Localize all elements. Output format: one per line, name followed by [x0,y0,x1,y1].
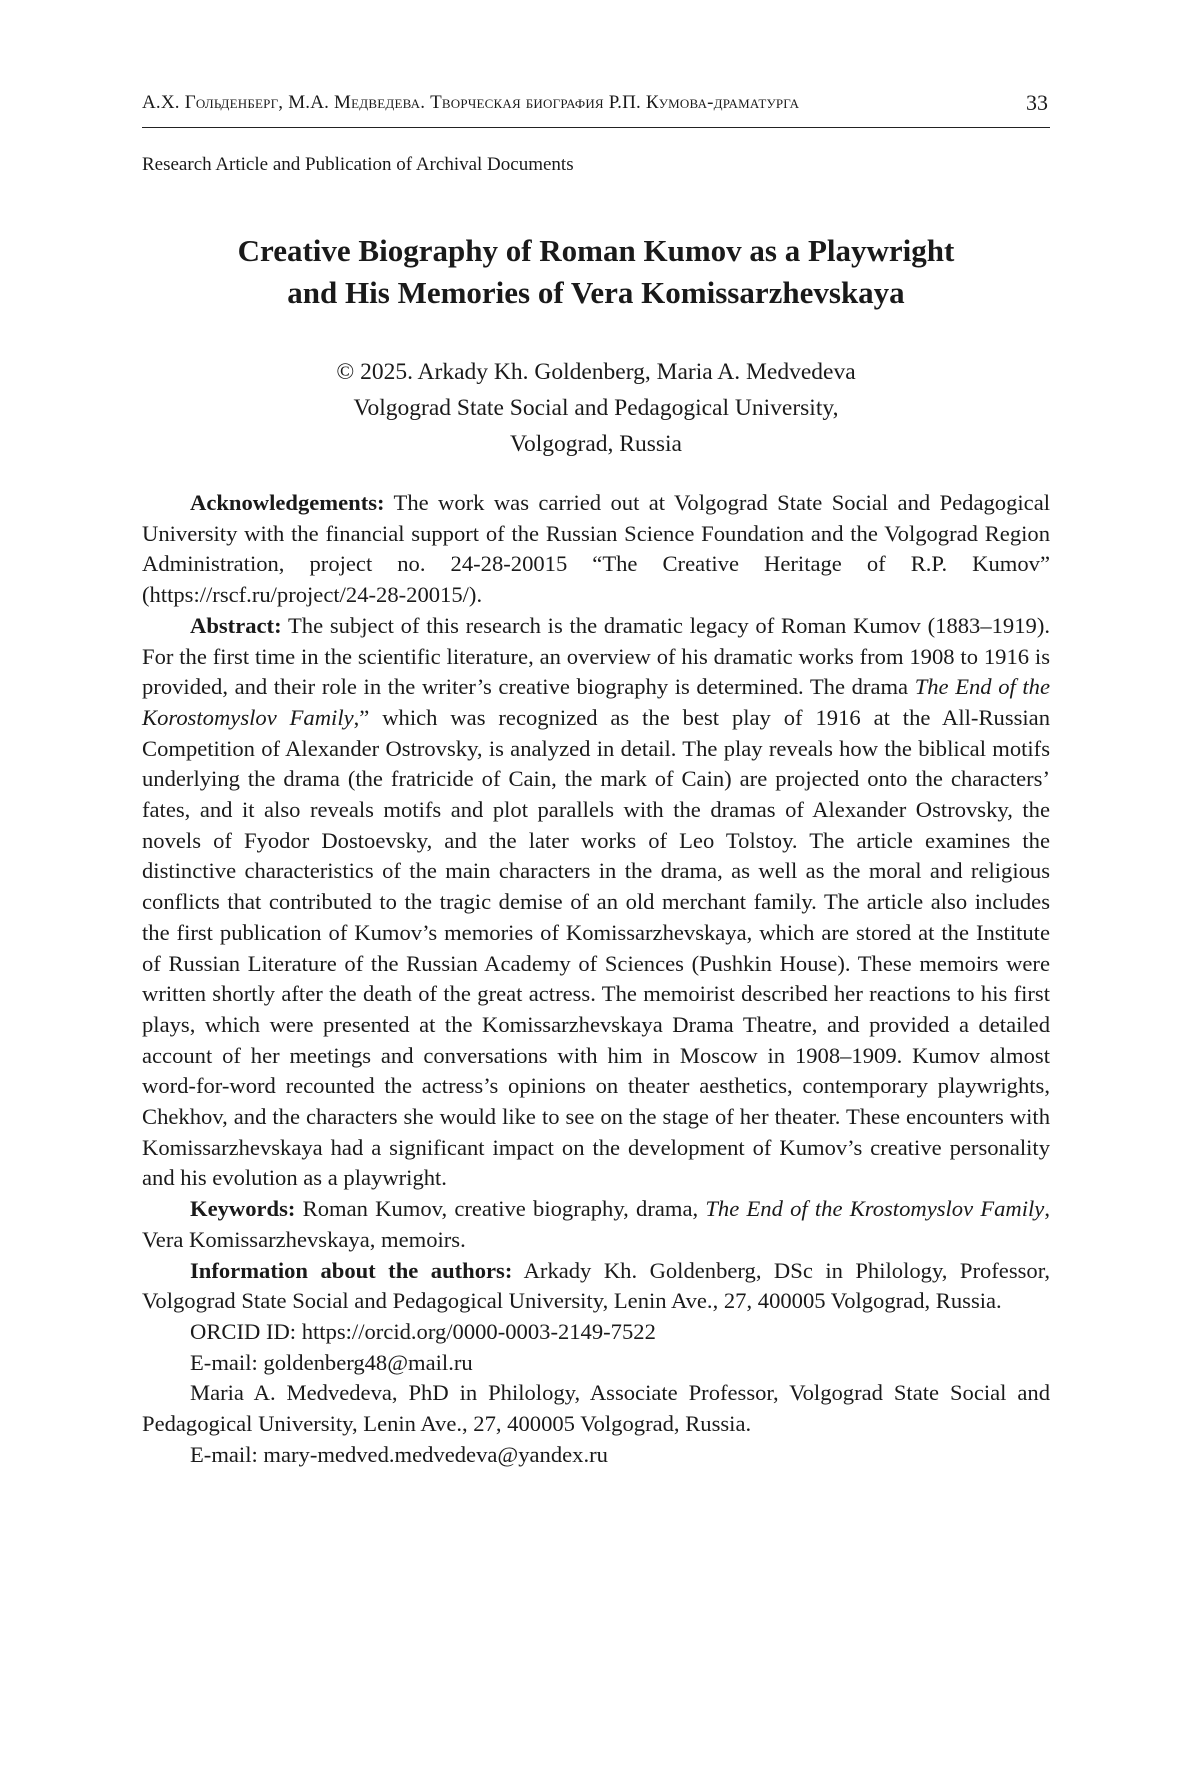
acknowledgements-text: The work was carried out at Volgograd State Social and Pedagogical University with the financial support of the Russian Science Foundation and the Volgograd Region Administration, project no. 24-28-20015 “The Creative Heritage of R.P. Kumov” (https://rscf.ru/project/24-28-20015/). [142,490,1050,608]
authors-info-text: Arkady Kh. Goldenberg, DSc in Philology, Professor, Volgograd State Social and Pedagogical University, Lenin Ave., 27, 400005 Volgograd, Russia. [142,1257,1050,1314]
abstract-play-title: The End of the Korostomyslov Family [142,674,1050,730]
affiliation: Volgograd State Social and Pedagogical University, [353,395,839,421]
affiliation-location: Volgograd, Russia [510,431,682,457]
second-author-paragraph: Maria A. Medvedeva, PhD in Philology, Associate Professor, Volgograd State Social and Pedagogical University, Lenin Ave., 27, 400005 Volgograd, Russia. [142,1380,1050,1437]
email-line-second-author: E-mail: mary-medved.medvedeva@yandex.ru [190,1441,608,1467]
copyright-authors: © 2025. Arkady Kh. Goldenberg, Maria A. Medvedeva [336,359,856,385]
orcid-line: ORCID ID: https://orcid.org/0000-0003-2149-7522 [190,1318,656,1344]
title-line-1: Creative Biography of Roman Kumov as a Playwright [237,233,955,268]
author-block [142,354,1050,462]
keywords-play-title: The End of the Krostomyslov Family [705,1196,1045,1222]
keywords-text-rest: , Vera Komissarzhevskaya, memoirs. [142,1196,1050,1252]
abstract-label: Abstract: [190,612,282,638]
abstract-text-rest: ,” which was recognized as the best play of 1916 at the All-Russian Competition of Alexander Ostrovsky, is analyzed in detail. The play reveals how the biblical motifs underlying the drama (the fratricide of Cain, the mark of Cain) are projected onto the characters’ fates, and it also reveals motifs and plot parallels with the dramas of Alexander Ostrovsky, the novels of Fyodor Dostoevsky, and the later works of Leo Tolstoy. The article examines the distinctive characteristics of the main characters in the drama, as well as the moral and religious conflicts that contributed to the tragic demise of an old merchant family. The article also includes the first publication of Kumov’s memories of Komissarzhevskaya, which are stored at the Institute of Russian Literature of the Russian Academy of Sciences (Pushkin House). These memoirs were written shortly after the death of the great actress. The memoirist described her reactions to his first plays, which were presented at the Komissarzhevskaya Drama Theatre, and provided a detailed account of her meetings and conversations with him in Moscow in 1908–1909. Kumov almost word-for-word recounted the actress’s opinions on theater aesthetics, contemporary playwrights, Chekhov, and the characters she would like to see on the stage of her theater. These encounters with Komissarzhevskaya had a significant impact on the development of Kumov’s creative personality and his evolution as a playwright. [142,704,1051,1191]
running-head-text: А.Х. Гольденберг, М.А. Медведева. Творческая биография Р.П. Кумова-драматурга [142,92,800,113]
title-line-2: and His Memories of Vera Komissarzhevskaya [287,275,905,310]
acknowledgements-label: Acknowledgements: [190,490,385,515]
acknowledgements-paragraph [142,488,1050,611]
section-label: Research Article and Publication of Archival Documents [142,154,574,175]
abstract-paragraph [142,611,1050,1194]
article-title [142,230,1050,314]
keywords-text-start: Roman Kumov, creative biography, drama, [295,1196,706,1222]
page-number: 33 [1026,90,1048,115]
running-head [142,88,1050,128]
email-line-first-author: E-mail: goldenberg48@mail.ru [190,1349,473,1375]
keywords-paragraph [142,1194,1050,1255]
authors-info-label: Information about the authors: [190,1257,513,1283]
article-body [142,488,1050,1471]
authors-info-paragraph [142,1256,1050,1317]
abstract-text-start: The subject of this research is the dramatic legacy of Roman Kumov (1883–1919). For the first time in the scientific literature, an overview of his dramatic works from 1908 to 1916 is provided, and their role in the writer’s creative biography is determined. The drama [142,612,1050,700]
keywords-label: Keywords: [190,1196,296,1222]
